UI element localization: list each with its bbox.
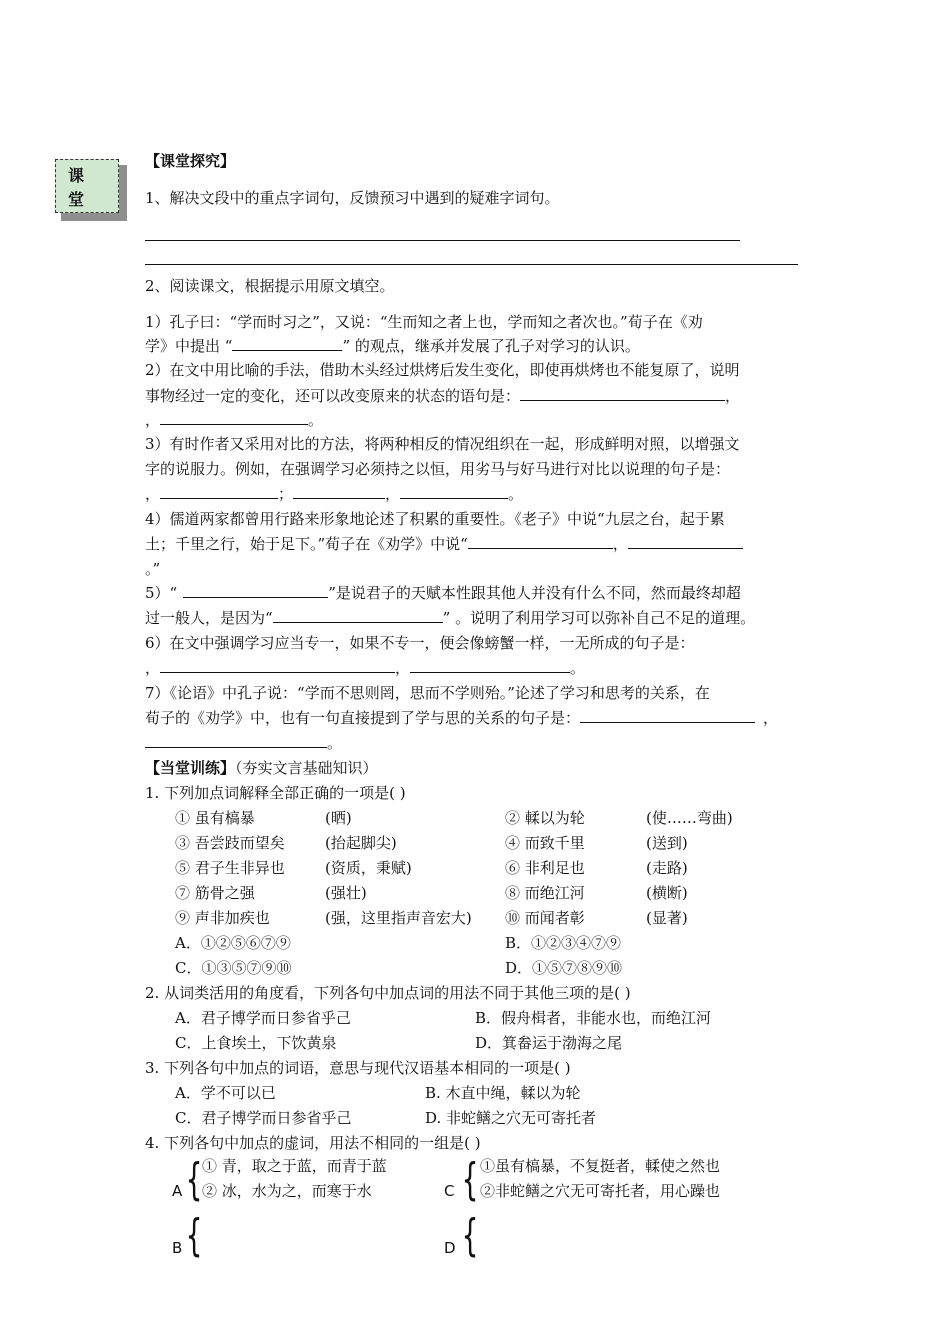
section-label-line2: 堂 [68, 190, 85, 209]
p2c-post: 。 [308, 411, 324, 429]
q1-item-8: ⑧ 而绝江河 [505, 884, 585, 902]
q3-option-a[interactable]: A．学不可以已 [175, 1084, 276, 1102]
q4-d-label[interactable]: D [444, 1239, 456, 1257]
p2-pre: 事物经过一定的变化，还可以改变原来的状态的语句是： [145, 387, 521, 405]
blank-p6a[interactable] [160, 658, 395, 673]
p3-line3 [145, 484, 523, 504]
p1-post: ” 的观点，继承并发展了孔子对学习的认识。 [342, 337, 640, 355]
q1-item-3-gloss: (抬起脚尖) [325, 834, 397, 852]
q1-item-6-gloss: (走路) [646, 859, 688, 877]
p4-pre: 土；千里之行，始于足下。”荀子在《劝学》中说“ [145, 535, 468, 553]
blank-p1[interactable] [232, 336, 342, 351]
q1-item-phrase: ① 虽有槁暴 [175, 809, 255, 827]
training-q4: 4. 下列各句中加点的虚词，用法不相同的一组是( ) [145, 1134, 481, 1152]
p5-line2 [145, 608, 755, 628]
training-q2: 2. 从词类活用的角度看，下列各句中加点词的用法不同于其他三项的是( ) [145, 984, 631, 1002]
q1-item-1 [175, 808, 255, 828]
q1-option-d[interactable]: D．①⑤⑦⑧⑨⑩ [505, 959, 623, 977]
blank-p3c[interactable] [400, 484, 508, 499]
q4-a-line1: ① 青，取之于蓝，而青于蓝 [202, 1157, 387, 1175]
blank-p5b[interactable] [273, 608, 443, 623]
blank-p4a[interactable] [468, 534, 613, 549]
p1-pre: 学》中提出 “ [145, 337, 233, 355]
p4-line2 [145, 534, 743, 554]
blank-p5a[interactable] [183, 583, 328, 598]
q3-option-b[interactable]: B. 木直中绳，輮以为轮 [425, 1084, 581, 1102]
q2-option-a[interactable]: A．君子博学而日参省乎己 [175, 1009, 351, 1027]
brace-icon: { [185, 1154, 203, 1205]
p5-post: ”是说君子的天赋本性跟其他人并没有什么不同，然而最终却超 [328, 584, 741, 602]
blank-p4b[interactable] [628, 534, 743, 549]
q1-item-10-gloss: (显著) [646, 909, 688, 927]
q1-item-6: ⑥ 非利足也 [505, 859, 585, 877]
q4-a-label[interactable]: A [172, 1182, 183, 1200]
q3-option-d[interactable]: D. 非蛇鳝之穴无可寄托者 [425, 1109, 597, 1127]
p3-comma: ， [145, 485, 161, 503]
p2-line2 [145, 386, 740, 406]
q1-item-2: ② 輮以为轮 [505, 809, 585, 827]
q1-item-1-gloss: (晒) [325, 809, 352, 827]
p7-post: ， [763, 709, 779, 727]
p7-line2 [145, 708, 778, 728]
p4-line3: 。” [145, 560, 161, 578]
p5-pre: 5）“ [145, 584, 178, 602]
p7-pre: 荀子的《劝学》中，也有一句直接提到了学与思的关系的句子是： [145, 709, 581, 727]
p5b-post: ” 。说明了利用学习可以弥补自己不足的道理。 [442, 609, 756, 627]
q2-option-c[interactable]: C．上食埃土，下饮黄泉 [175, 1034, 337, 1052]
p5-line1 [145, 583, 741, 603]
p7-line1: 7）《论语》中孔子说：“学而不思则罔，思而不学则殆。”论述了学习和思考的关系，在 [145, 684, 710, 702]
p7-line3 [145, 733, 342, 753]
p2-post: ， [725, 387, 741, 405]
p3-line2: 字的说服力。例如，在强调学习必须持之以恒，用劣马与好马进行对比以说理的句子是： [145, 460, 731, 478]
q1-item-5-gloss: (资质，秉赋) [325, 859, 412, 877]
p3-period: 。 [508, 485, 524, 503]
p6-line1: 6）在文中强调学习应当专一，如果不专一，便会像螃蟹一样，一无所成的句子是： [145, 634, 695, 652]
p1-line2 [145, 336, 640, 356]
blank-p2b[interactable] [160, 410, 308, 425]
explore-q2: 2、阅读课文，根据提示用原文填空。 [145, 277, 395, 295]
brace-icon: { [461, 1210, 479, 1261]
p6-period: 。 [570, 659, 586, 677]
blank-p6b[interactable] [410, 658, 570, 673]
training-q1: 1. 下列加点词解释全部正确的一项是( ) [145, 784, 406, 802]
q1-item-3: ③ 吾尝跂而望矣 [175, 834, 285, 852]
training-subtitle: （夯实文言基础知识） [235, 759, 378, 777]
blank-p7a[interactable] [580, 708, 755, 723]
training-title: 【当堂训练】 [145, 759, 236, 777]
q1-item-7: ⑦ 筋骨之强 [175, 884, 255, 902]
q1-item-7-gloss: (强壮) [325, 884, 367, 902]
explore-q1: 1、解决文段中的重点字词句，反馈预习中遇到的疑难字词句。 [145, 189, 560, 207]
answer-line-1[interactable] [145, 240, 740, 241]
q1-item-10: ⑩ 而闻者彰 [505, 909, 585, 927]
answer-line-2[interactable] [145, 264, 798, 265]
p6-line2 [145, 658, 585, 678]
training-q3: 3. 下列各句中加点的词语，意思与现代汉语基本相同的一项是( ) [145, 1059, 571, 1077]
blank-p2a[interactable] [520, 386, 725, 401]
q1-item-8-gloss: (横断) [646, 884, 688, 902]
blank-p3a[interactable] [160, 484, 278, 499]
q4-a-line2: ② 冰，水为之，而寒于水 [202, 1182, 372, 1200]
blank-p3b[interactable] [293, 484, 385, 499]
q2-option-d[interactable]: D．箕畚运于渤海之尾 [475, 1034, 623, 1052]
brace-icon: { [185, 1210, 203, 1261]
section-label-line1: 课 [68, 166, 85, 185]
q2-option-b[interactable]: B．假舟楫者，非能水也，而绝江河 [475, 1009, 712, 1027]
q4-c-label[interactable]: C [444, 1182, 455, 1200]
brace-icon: { [461, 1154, 479, 1205]
p4-mid: ， [612, 535, 628, 553]
p7c-post: 。 [327, 734, 343, 752]
q1-item-5: ⑤ 君子生非异也 [175, 859, 285, 877]
p3-semicolon: ； [278, 485, 294, 503]
p6-comma2: ， [395, 659, 411, 677]
p5b-pre: 过一般人，是因为“ [145, 609, 273, 627]
q1-item-9: ⑨ 声非加疾也 [175, 909, 270, 927]
training-title-row [145, 758, 378, 778]
q3-option-c[interactable]: C．君子博学而日参省乎己 [175, 1109, 352, 1127]
explore-title: 【课堂探究】 [145, 152, 236, 170]
p2c-pre: ， [145, 411, 161, 429]
q4-c-line1: ①虽有槁暴，不复挺者，輮使之然也 [480, 1157, 721, 1175]
section-label [55, 159, 119, 213]
p1-line1: 1）孔子曰：“学而时习之”，又说：“生而知之者上也，学而知之者次也。”荀子在《劝 [145, 313, 703, 331]
p2-line1: 2）在文中用比喻的手法，借助木头经过烘烤后发生变化，即使再烘烤也不能复原了，说明 [145, 361, 740, 379]
q4-b-label[interactable]: B [172, 1239, 183, 1257]
p4-line1: 4）儒道两家都曾用行路来形象地论述了积累的重要性。《老子》中说“九层之台，起于累 [145, 510, 725, 528]
q1-item-9-gloss: (强，这里指声音宏大) [325, 909, 472, 927]
q1-option-b[interactable]: B．①②③④⑦⑨ [505, 934, 622, 952]
blank-p7b[interactable] [145, 733, 327, 748]
q1-option-c[interactable]: C．①③⑤⑦⑨⑩ [175, 959, 292, 977]
q1-item-4-gloss: (送到) [646, 834, 688, 852]
q4-c-line2: ②非蛇鳝之穴无可寄托者，用心躁也 [480, 1182, 721, 1200]
p2-line3 [145, 410, 323, 430]
p3-comma2: ， [385, 485, 401, 503]
q1-option-a[interactable]: A．①②⑤⑥⑦⑨ [175, 934, 291, 952]
q1-item-2-gloss: (使……弯曲) [646, 809, 733, 827]
q1-item-4: ④ 而致千里 [505, 834, 585, 852]
p6-comma: ， [145, 659, 161, 677]
p3-line1: 3）有时作者又采用对比的方法，将两种相反的情况组织在一起，形成鲜明对照，以增强文 [145, 435, 740, 453]
section-label-box [55, 159, 125, 219]
